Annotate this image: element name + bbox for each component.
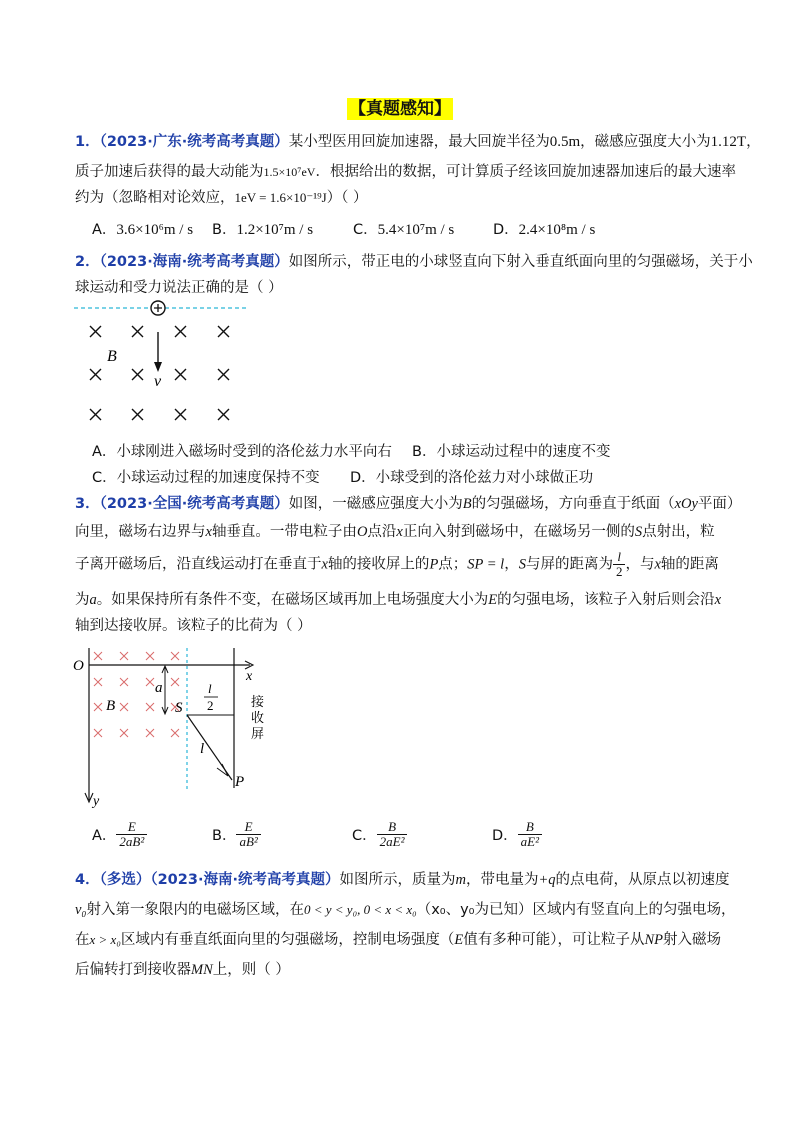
label-screen-2: 收 [251, 710, 265, 725]
label-b: B [107, 348, 117, 365]
q3-option-d[interactable]: D． $\frac{B}{\text{aE²}}$ [492, 820, 542, 849]
q2-option-c[interactable]: C．小球运动过程的加速度保持不变 [92, 470, 320, 486]
q3-line1: 3．（2023·全国·统考高考真题）如图，一磁感应强度大小为B的匀强磁场，方向垂直于纸面（xOy平面） [75, 496, 742, 512]
fraction-l-over-2: $\frac{l}{2}$ [613, 550, 626, 579]
q4-line4: 后偏转打到接收器MN上，则（ ） [75, 962, 290, 978]
label-half-l-den: 2 [207, 698, 214, 713]
label-half-l-num: l [208, 681, 212, 696]
label-y: y [93, 794, 100, 809]
label-screen-3: 屏 [251, 726, 265, 741]
q3-option-c[interactable]: C． $\frac{B}{\text{2aE²}}$ [352, 820, 407, 849]
q1-option-c[interactable]: C．5.4×10⁷m / s [353, 222, 455, 238]
q2-option-b[interactable]: B．小球运动过程中的速度不变 [412, 444, 611, 460]
page-title: 【真题感知】 [349, 99, 451, 119]
label-a: a [155, 680, 163, 696]
label-x: x [246, 669, 253, 684]
q2-line2: 球运动和受力说法正确的是（ ） [75, 280, 283, 296]
label-s: S [175, 700, 183, 716]
q2-line1: 2．（2023·海南·统考高考真题）如图所示，带正电的小球竖直向下射入垂直纸面向里的匀强磁场，关于小 [75, 254, 753, 270]
label-p: P [235, 774, 245, 790]
label-v: v [154, 373, 162, 390]
q4-line3: 在x > x₀区域内有垂直纸面向里的匀强磁场，控制电场强度（E值有多种可能），可让粒子从NP射入磁场 [75, 932, 721, 948]
q1-option-b[interactable]: B．1.2×10⁷m / s [212, 222, 314, 238]
q4-line2: v₀射入第一象限内的电磁场区域，在0 < y < y₀, 0 < x < x₀（x₀、y₀为已知）区域内有竖直向上的匀强电场， [75, 902, 736, 918]
q2-magnetic-field-figure [72, 298, 252, 430]
q3-line4: 为a。如果保持所有条件不变，在磁场区域再加上电场强度大小为E的匀强电场，该粒子入射后则会沿x [75, 592, 722, 608]
label-l: l [200, 741, 205, 757]
q1-option-a[interactable]: A．3.6×10⁶m / s [92, 222, 194, 238]
q4-line1: 4．（多选）（2023·海南·统考高考真题）如图所示，质量为m，带电量为+q的点电荷，从原点以初速度 [75, 872, 730, 888]
q1-line3: 约为（忽略相对论效应，1eV = 1.6×10⁻¹⁹J）（ ） [75, 190, 368, 206]
q3-option-b[interactable]: B． $\frac{E}{\text{aB²}}$ [212, 820, 261, 849]
q1-option-d[interactable]: D．2.4×10⁸m / s [493, 222, 596, 238]
q3-line3: 子离开磁场后，沿直线运动打在垂直于x轴的接收屏上的P点；SP = l，S与屏的距离为 $\frac{l}{2}$ ，与x轴的距离 [75, 549, 719, 579]
q2-option-a[interactable]: A．小球刚进入磁场时受到的洛伦兹力水平向右 [92, 444, 392, 460]
q3-option-a[interactable]: A． $\frac{E}{\text{2aB²}}$ [92, 820, 147, 849]
q3-line5: 轴到达接收屏。该粒子的比荷为（ ） [75, 618, 312, 634]
q1-line2: 质子加速后获得的最大动能为1.5×10⁷eV．根据给出的数据，可计算质子经该回旋加速器加速后的最大速率 [75, 164, 736, 180]
label-o: O [73, 658, 84, 674]
label-screen-1: 接 [251, 694, 265, 709]
label-b: B [106, 698, 116, 714]
q2-option-d[interactable]: D．小球受到的洛伦兹力对小球做正功 [350, 470, 594, 486]
q1-line1: 1．（2023·广东·统考高考真题）某小型医用回旋加速器，最大回旋半径为0.5m，磁感应强度大小为1.12T， [75, 134, 761, 150]
q3-field-screen-figure [70, 640, 270, 810]
q3-line2: 向里，磁场右边界与x轴垂直。一带电粒子由O点沿x正向入射到磁场中，在磁场另一侧的S点射出，粒 [75, 524, 715, 540]
